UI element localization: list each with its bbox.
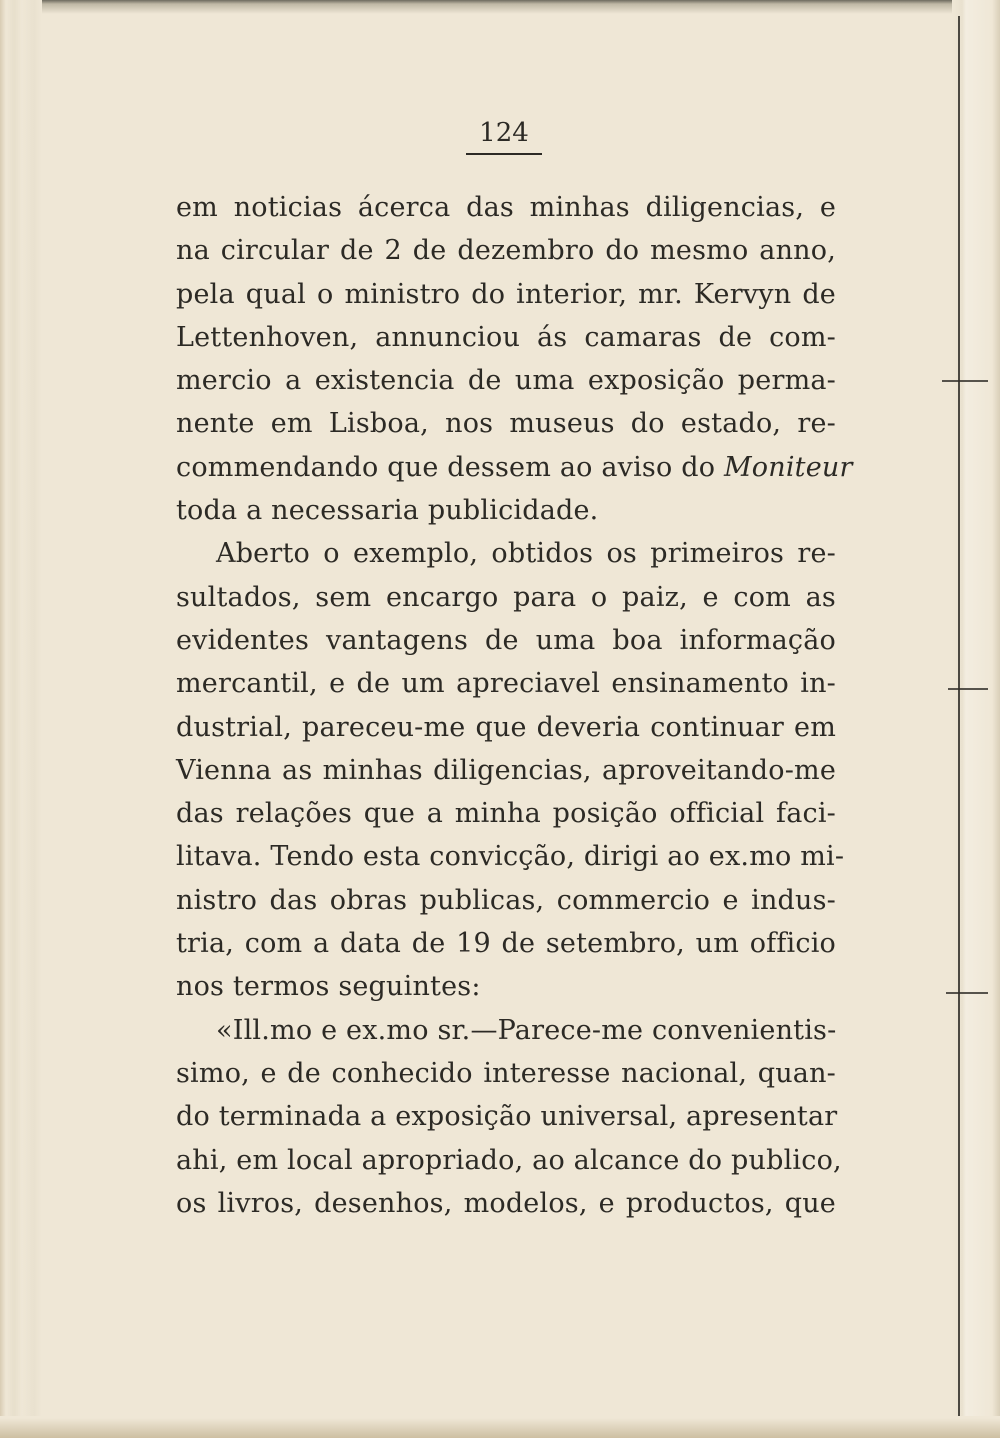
- text-line: em noticias ácerca das minhas diligencias, e: [176, 192, 836, 223]
- text-line: Lettenhoven, annunciou ás camaras de com-: [176, 321, 836, 353]
- body-text: [176, 186, 853, 1225]
- text-line: nos termos seguintes:: [176, 971, 481, 1003]
- edge-tick: [946, 992, 988, 994]
- text-line: ahi, em local apropriado, ao alcance do publico,: [176, 1144, 842, 1176]
- text-line: toda a necessaria publicidade.: [176, 495, 599, 527]
- text-line: dustrial, pareceu-me que deveria continuar em: [176, 711, 836, 743]
- page-top-edge: [0, 0, 1000, 16]
- page-number: 124: [479, 118, 529, 148]
- text-line: «Ill.mo e ex.mo sr.—Parece-me convenientis-: [216, 1014, 837, 1046]
- text-line: Vienna as minhas diligencias, aproveitando-me: [176, 754, 836, 786]
- text-line: do terminada a exposição universal, apresentar: [176, 1101, 838, 1133]
- text-line: os livros, desenhos, modelos, e productos, que: [176, 1187, 836, 1219]
- text-line: tria, com a data de 19 de setembro, um officio: [176, 928, 836, 960]
- text-line: Aberto o exemplo, obtidos os primeiros re-: [216, 538, 836, 570]
- text-line: nente em Lisboa, nos museus do estado, re-: [176, 408, 836, 440]
- text-line: mercantil, e de um apreciavel ensinamento in-: [176, 668, 836, 700]
- page-edge-line: [958, 16, 960, 1421]
- page-binding-edge: [0, 0, 42, 1438]
- page-bottom-edge: [0, 1416, 1000, 1438]
- italic-title: Moniteur: [723, 451, 853, 483]
- text-line: mercio a existencia de uma exposição perma-: [176, 365, 836, 397]
- edge-tick: [948, 688, 988, 690]
- text-line: na circular de 2 de dezembro do mesmo anno,: [176, 235, 836, 267]
- text-line: simo, e de conhecido interesse nacional, quan-: [176, 1057, 836, 1089]
- text-line: litava. Tendo esta convicção, dirigi ao ex.mo mi-: [176, 841, 845, 873]
- text-line: das relações que a minha posição official faci-: [176, 798, 836, 830]
- text-line: pela qual o ministro do interior, mr. Kervyn de: [176, 278, 836, 310]
- page-number-rule: [466, 153, 542, 155]
- text-line: evidentes vantagens de uma boa informação: [176, 624, 836, 656]
- text-line: nistro das obras publicas, commercio e indus-: [176, 884, 836, 916]
- text-line: [176, 446, 853, 489]
- text-line: sultados, sem encargo para o paiz, e com as: [176, 581, 836, 613]
- edge-tick: [942, 380, 988, 382]
- text-line-part: commendando que dessem ao aviso do: [176, 451, 724, 483]
